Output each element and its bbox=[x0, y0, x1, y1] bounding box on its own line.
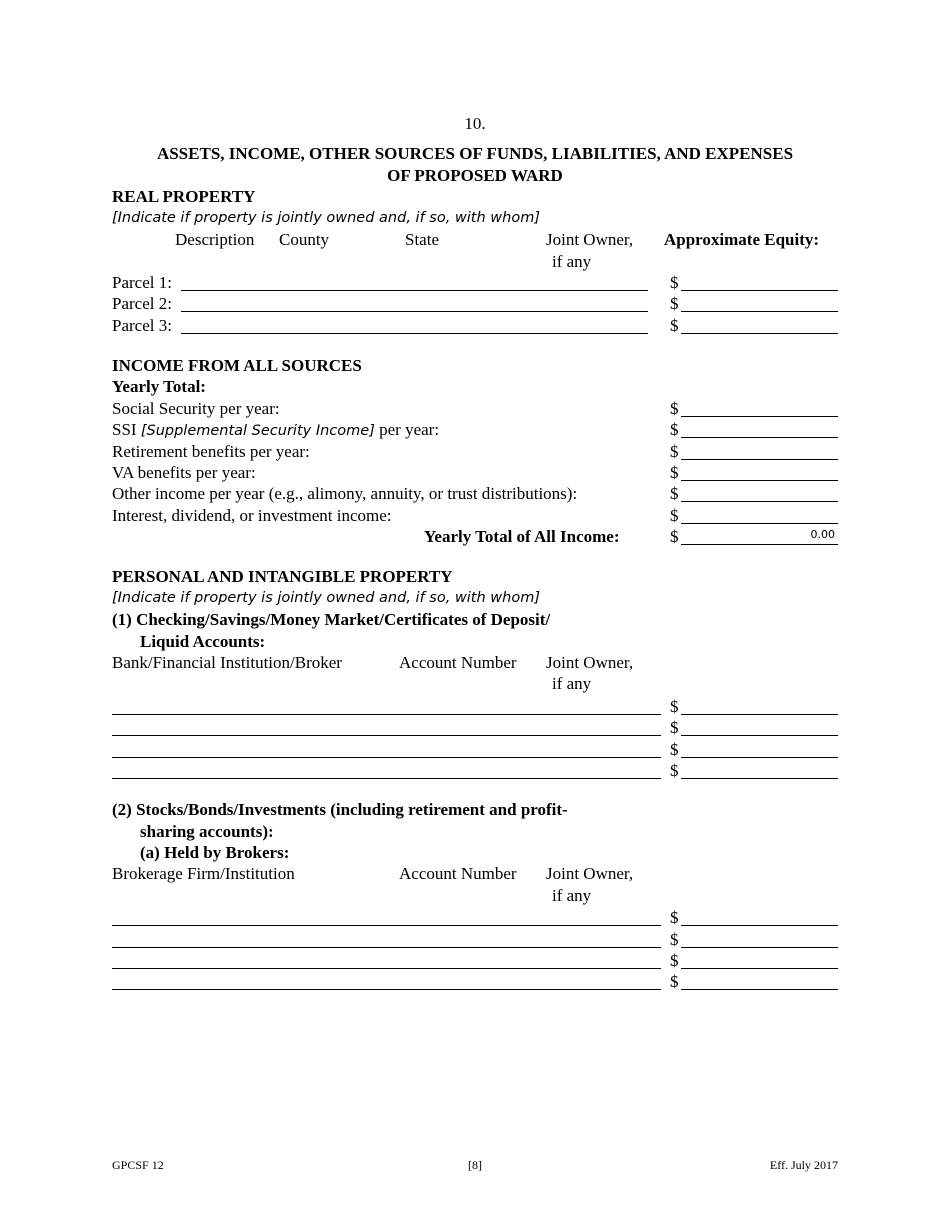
account-row-3-dollar: $ bbox=[670, 740, 679, 759]
broker-row-2-dollar: $ bbox=[670, 930, 679, 949]
va-field[interactable] bbox=[681, 480, 838, 481]
interest-label: Interest, dividend, or investment income: bbox=[112, 506, 392, 525]
broker-row-2-amount[interactable] bbox=[681, 947, 838, 948]
parcel-1-dollar: $ bbox=[670, 273, 679, 292]
interest-field[interactable] bbox=[681, 523, 838, 524]
parcel-3-dollar: $ bbox=[670, 316, 679, 335]
col-bank: Bank/Financial Institution/Broker bbox=[112, 653, 342, 672]
account-row-1-amount[interactable] bbox=[681, 714, 838, 715]
parcel-2-equity-field[interactable] bbox=[681, 311, 838, 312]
retirement-field[interactable] bbox=[681, 459, 838, 460]
total-income-value: 0.00 bbox=[810, 528, 835, 541]
footer-effective-date: Eff. July 2017 bbox=[769, 1158, 838, 1172]
parcel-3-label: Parcel 3: bbox=[112, 316, 172, 335]
other-income-dollar: $ bbox=[670, 484, 679, 503]
col-if-any: if any bbox=[552, 252, 592, 271]
total-income-label: Yearly Total of All Income: bbox=[424, 527, 620, 546]
ssi-note: [Supplemental Security Income] bbox=[140, 423, 375, 439]
footer-form-id: GPCSF 12 bbox=[112, 1158, 164, 1172]
account-row-4-field[interactable] bbox=[112, 778, 661, 779]
social-security-dollar: $ bbox=[670, 399, 679, 418]
col-joint-owner-2: Joint Owner, bbox=[546, 864, 634, 883]
footer-page: [8] bbox=[468, 1158, 482, 1172]
real-property-note: [Indicate if property is jointly owned and, if so, with whom] bbox=[112, 210, 540, 226]
col-joint-owner: Joint Owner, bbox=[546, 230, 634, 249]
broker-row-4-field[interactable] bbox=[112, 989, 661, 990]
personal-property-heading: PERSONAL AND INTANGIBLE PROPERTY bbox=[112, 567, 453, 586]
broker-row-3-field[interactable] bbox=[112, 968, 661, 969]
broker-row-1-amount[interactable] bbox=[681, 925, 838, 926]
page-title-line2: OF PROPOSED WARD bbox=[387, 166, 563, 185]
col-brokerage: Brokerage Firm/Institution bbox=[112, 864, 295, 883]
account-row-1-dollar: $ bbox=[670, 697, 679, 716]
col-if-any-2: if any bbox=[552, 886, 592, 905]
parcel-2-label: Parcel 2: bbox=[112, 294, 172, 313]
other-income-field[interactable] bbox=[681, 501, 838, 502]
page-title-line1: ASSETS, INCOME, OTHER SOURCES OF FUNDS, LIABILITIES, AND EXPENSES bbox=[156, 144, 794, 163]
parcel-3-field[interactable] bbox=[181, 333, 648, 334]
broker-row-1-dollar: $ bbox=[670, 908, 679, 927]
parcel-3-equity-field[interactable] bbox=[681, 333, 838, 334]
ssi-suffix: per year: bbox=[379, 420, 440, 439]
col-description: Description bbox=[175, 230, 255, 249]
col-joint-owner-1: Joint Owner, bbox=[546, 653, 634, 672]
ssi-field[interactable] bbox=[681, 437, 838, 438]
col-if-any-1: if any bbox=[552, 674, 592, 693]
col-county: County bbox=[279, 230, 330, 249]
other-income-label: Other income per year (e.g., alimony, annuity, or trust distributions): bbox=[112, 484, 578, 503]
va-dollar: $ bbox=[670, 463, 679, 482]
col-state: State bbox=[405, 230, 439, 249]
page-number: 10. bbox=[464, 114, 486, 133]
retirement-dollar: $ bbox=[670, 442, 679, 461]
parcel-2-dollar: $ bbox=[670, 294, 679, 313]
section-1-title: (1) Checking/Savings/Money Market/Certificates of Deposit/ bbox=[112, 610, 551, 629]
social-security-field[interactable] bbox=[681, 416, 838, 417]
income-heading: INCOME FROM ALL SOURCES bbox=[112, 356, 362, 375]
retirement-label: Retirement benefits per year: bbox=[112, 442, 310, 461]
ssi-dollar: $ bbox=[670, 420, 679, 439]
broker-row-3-amount[interactable] bbox=[681, 968, 838, 969]
real-property-heading: REAL PROPERTY bbox=[112, 187, 256, 206]
col-account-number: Account Number bbox=[399, 653, 517, 672]
account-row-2-amount[interactable] bbox=[681, 735, 838, 736]
yearly-total-label: Yearly Total: bbox=[112, 377, 206, 396]
social-security-label: Social Security per year: bbox=[112, 399, 280, 418]
parcel-2-field[interactable] bbox=[181, 311, 648, 312]
interest-dollar: $ bbox=[670, 506, 679, 525]
account-row-4-amount[interactable] bbox=[681, 778, 838, 779]
broker-row-3-dollar: $ bbox=[670, 951, 679, 970]
account-row-2-dollar: $ bbox=[670, 718, 679, 737]
personal-property-note: [Indicate if property is jointly owned and, if so, with whom] bbox=[112, 590, 540, 606]
section-2a-title: (a) Held by Brokers: bbox=[140, 843, 290, 862]
account-row-3-field[interactable] bbox=[112, 757, 661, 758]
section-2-title: (2) Stocks/Bonds/Investments (including retirement and profit- bbox=[112, 800, 568, 819]
account-row-4-dollar: $ bbox=[670, 761, 679, 780]
section-2-subtitle: sharing accounts): bbox=[140, 822, 274, 841]
account-row-1-field[interactable] bbox=[112, 714, 661, 715]
ssi-prefix: SSI bbox=[112, 420, 137, 439]
parcel-1-field[interactable] bbox=[181, 290, 648, 291]
account-row-3-amount[interactable] bbox=[681, 757, 838, 758]
parcel-1-label: Parcel 1: bbox=[112, 273, 172, 292]
parcel-1-equity-field[interactable] bbox=[681, 290, 838, 291]
va-label: VA benefits per year: bbox=[112, 463, 256, 482]
total-income-dollar: $ bbox=[670, 527, 679, 546]
col-account-number-2: Account Number bbox=[399, 864, 517, 883]
broker-row-4-dollar: $ bbox=[670, 972, 679, 991]
broker-row-2-field[interactable] bbox=[112, 947, 661, 948]
account-row-2-field[interactable] bbox=[112, 735, 661, 736]
section-1-subtitle: Liquid Accounts: bbox=[140, 632, 266, 651]
broker-row-1-field[interactable] bbox=[112, 925, 661, 926]
broker-row-4-amount[interactable] bbox=[681, 989, 838, 990]
total-income-field bbox=[681, 544, 838, 545]
ssi-label bbox=[112, 420, 439, 441]
col-approximate-equity: Approximate Equity: bbox=[664, 230, 820, 249]
